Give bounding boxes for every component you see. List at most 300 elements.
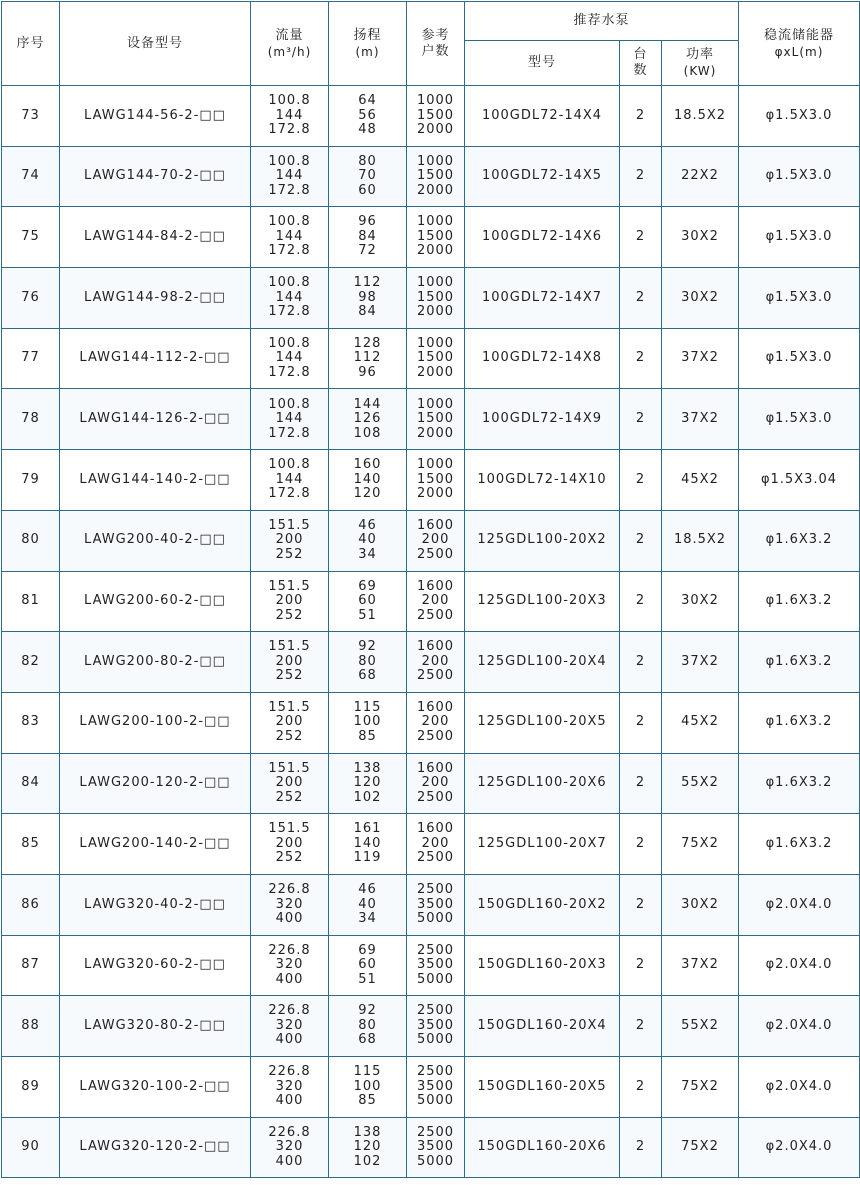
households-cell-value: 2500 xyxy=(416,942,455,958)
households-cell-value: 2500 xyxy=(416,882,455,898)
flow-cell xyxy=(251,146,329,207)
flow-cell-value: 172.8 xyxy=(268,486,311,502)
table-row xyxy=(2,935,860,996)
households-cell-value: 1600 xyxy=(416,517,455,533)
pump-model-cell: 125GDL100-20X4 xyxy=(465,632,620,693)
pump-model-cell: 150GDL160-20X3 xyxy=(465,935,620,996)
power-cell: 55X2 xyxy=(662,996,739,1057)
head-cell-value: 100 xyxy=(353,714,382,730)
pump-count-cell: 2 xyxy=(620,268,662,329)
model-cell: LAWG200-60-2-□□ xyxy=(60,571,251,632)
head-cell xyxy=(329,268,407,329)
power-cell: 30X2 xyxy=(662,207,739,268)
pump-model-cell: 100GDL72-14X9 xyxy=(465,389,620,450)
head-cell-value: 100 xyxy=(353,1078,382,1094)
pump-count-cell: 2 xyxy=(620,753,662,814)
tank-cell: φ2.0X4.0 xyxy=(739,1117,860,1178)
flow-cell xyxy=(251,874,329,935)
households-cell-value: 1600 xyxy=(416,760,455,776)
table-row xyxy=(2,389,860,450)
households-cell xyxy=(407,1057,465,1118)
pump-model-cell: 150GDL160-20X4 xyxy=(465,996,620,1057)
model-cell: LAWG320-40-2-□□ xyxy=(60,874,251,935)
head-cell xyxy=(329,1057,407,1118)
flow-cell-value: 252 xyxy=(275,546,304,562)
head-cell-value: 34 xyxy=(358,911,377,927)
households-cell xyxy=(407,510,465,571)
model-cell: LAWG200-40-2-□□ xyxy=(60,510,251,571)
households-cell-value: 1000 xyxy=(416,214,455,230)
tank-cell: φ1.5X3.0 xyxy=(739,207,860,268)
households-cell-value: 2500 xyxy=(416,1124,455,1140)
flow-cell xyxy=(251,86,329,147)
households-cell-value: 2500 xyxy=(416,607,455,623)
households-cell-value: 200 xyxy=(421,775,450,791)
tank-cell: φ1.6X3.2 xyxy=(739,510,860,571)
pump-count-cell: 2 xyxy=(620,389,662,450)
flow-cell-value: 200 xyxy=(275,532,304,548)
tank-cell: φ1.6X3.2 xyxy=(739,814,860,875)
households-cell-value: 200 xyxy=(421,593,450,609)
seq-cell: 79 xyxy=(2,450,60,511)
flow-cell-value: 226.8 xyxy=(268,882,311,898)
flow-cell-value: 144 xyxy=(275,350,304,366)
model-cell: LAWG320-100-2-□□ xyxy=(60,1057,251,1118)
head-cell-value: 112 xyxy=(353,275,382,291)
flow-cell xyxy=(251,268,329,329)
tank-unit: φxL(m) xyxy=(774,44,824,59)
model-cell: LAWG320-80-2-□□ xyxy=(60,996,251,1057)
power-cell: 37X2 xyxy=(662,328,739,389)
households-cell-value: 2000 xyxy=(416,182,455,198)
pump-count-cell: 2 xyxy=(620,207,662,268)
flow-cell xyxy=(251,753,329,814)
seq-cell: 86 xyxy=(2,874,60,935)
households-cell xyxy=(407,268,465,329)
flow-cell-value: 144 xyxy=(275,107,304,123)
tank-cell: φ1.6X3.2 xyxy=(739,571,860,632)
head-cell-value: 80 xyxy=(358,653,377,669)
flow-cell-value: 200 xyxy=(275,653,304,669)
seq-cell: 82 xyxy=(2,632,60,693)
households-cell-value: 1500 xyxy=(416,350,455,366)
head-cell-value: 112 xyxy=(353,350,382,366)
flow-cell-value: 144 xyxy=(275,289,304,305)
flow-cell-value: 226.8 xyxy=(268,1064,311,1080)
head-cell-value: 40 xyxy=(358,532,377,548)
seq-cell: 78 xyxy=(2,389,60,450)
flow-cell-value: 320 xyxy=(275,957,304,973)
flow-cell-value: 320 xyxy=(275,1078,304,1094)
model-cell: LAWG144-126-2-□□ xyxy=(60,389,251,450)
power-cell: 75X2 xyxy=(662,1057,739,1118)
households-cell-value: 3500 xyxy=(416,1139,455,1155)
tank-cell: φ1.5X3.0 xyxy=(739,86,860,147)
pump-count-cell: 2 xyxy=(620,571,662,632)
households-cell-value: 1500 xyxy=(416,228,455,244)
seq-cell: 87 xyxy=(2,935,60,996)
pump-model-cell: 100GDL72-14X4 xyxy=(465,86,620,147)
households-cell xyxy=(407,1117,465,1178)
flow-cell-value: 100.8 xyxy=(268,93,311,109)
seq-cell: 75 xyxy=(2,207,60,268)
flow-cell-value: 200 xyxy=(275,714,304,730)
head-cell-value: 144 xyxy=(353,396,382,412)
seq-cell: 88 xyxy=(2,996,60,1057)
seq-cell: 89 xyxy=(2,1057,60,1118)
pump-count-cell: 2 xyxy=(620,450,662,511)
power-label: 功率 xyxy=(686,47,715,62)
households-cell xyxy=(407,814,465,875)
tank-cell: φ1.5X3.0 xyxy=(739,389,860,450)
table-row xyxy=(2,1117,860,1178)
model-cell: LAWG200-100-2-□□ xyxy=(60,692,251,753)
head-cell-value: 119 xyxy=(353,850,382,866)
model-cell: LAWG144-140-2-□□ xyxy=(60,450,251,511)
households-cell-value: 5000 xyxy=(416,911,455,927)
head-cell-value: 34 xyxy=(358,546,377,562)
head-cell xyxy=(329,146,407,207)
flow-label: 流量 xyxy=(275,27,304,43)
pump-model-cell: 100GDL72-14X5 xyxy=(465,146,620,207)
count-label-1: 台 xyxy=(633,47,648,62)
head-cell-value: 46 xyxy=(358,882,377,898)
head-label: 扬程 xyxy=(353,27,382,43)
table-row xyxy=(2,146,860,207)
tank-cell: φ2.0X4.0 xyxy=(739,874,860,935)
head-cell-value: 102 xyxy=(353,1153,382,1169)
seq-cell: 84 xyxy=(2,753,60,814)
households-cell-value: 3500 xyxy=(416,1078,455,1094)
head-cell-value: 60 xyxy=(358,182,377,198)
table-row xyxy=(2,328,860,389)
head-cell xyxy=(329,753,407,814)
pump-model-cell: 125GDL100-20X3 xyxy=(465,571,620,632)
pump-model-cell: 100GDL72-14X8 xyxy=(465,328,620,389)
col-households-header xyxy=(407,2,465,86)
flow-cell-value: 100.8 xyxy=(268,153,311,169)
flow-cell-value: 100.8 xyxy=(268,335,311,351)
households-cell-value: 1600 xyxy=(416,639,455,655)
model-cell: LAWG144-84-2-□□ xyxy=(60,207,251,268)
households-cell-value: 5000 xyxy=(416,1153,455,1169)
pump-group-header: 推荐水泵 xyxy=(465,2,739,41)
flow-cell xyxy=(251,632,329,693)
flow-cell xyxy=(251,328,329,389)
tank-cell: φ2.0X4.0 xyxy=(739,1057,860,1118)
flow-cell-value: 252 xyxy=(275,607,304,623)
power-cell: 18.5X2 xyxy=(662,510,739,571)
col-flow-header xyxy=(251,2,329,86)
flow-cell-value: 172.8 xyxy=(268,364,311,380)
flow-cell-value: 200 xyxy=(275,775,304,791)
head-cell xyxy=(329,328,407,389)
tank-cell: φ2.0X4.0 xyxy=(739,935,860,996)
households-cell-value: 3500 xyxy=(416,957,455,973)
tank-label: 稳流储能器 xyxy=(764,27,835,43)
head-cell-value: 40 xyxy=(358,896,377,912)
flow-cell xyxy=(251,1117,329,1178)
flow-cell xyxy=(251,935,329,996)
households-cell xyxy=(407,389,465,450)
flow-cell-value: 400 xyxy=(275,1093,304,1109)
flow-cell-value: 400 xyxy=(275,911,304,927)
households-cell-value: 1600 xyxy=(416,578,455,594)
households-cell-value: 1600 xyxy=(416,699,455,715)
head-cell-value: 46 xyxy=(358,517,377,533)
households-cell-value: 2000 xyxy=(416,243,455,259)
households-cell-value: 1600 xyxy=(416,821,455,837)
table-row xyxy=(2,207,860,268)
tank-cell: φ1.5X3.0 xyxy=(739,268,860,329)
households-cell-value: 2000 xyxy=(416,486,455,502)
flow-cell-value: 400 xyxy=(275,1153,304,1169)
table-row xyxy=(2,510,860,571)
head-cell-value: 92 xyxy=(358,639,377,655)
tank-cell: φ1.5X3.0 xyxy=(739,146,860,207)
head-cell-value: 51 xyxy=(358,607,377,623)
flow-cell-value: 151.5 xyxy=(268,821,311,837)
head-cell-value: 96 xyxy=(358,214,377,230)
tank-cell: φ1.5X3.0 xyxy=(739,328,860,389)
tank-cell: φ1.6X3.2 xyxy=(739,692,860,753)
model-cell: LAWG144-112-2-□□ xyxy=(60,328,251,389)
head-cell-value: 56 xyxy=(358,107,377,123)
households-cell-value: 3500 xyxy=(416,896,455,912)
head-cell-value: 48 xyxy=(358,122,377,138)
flow-cell-value: 144 xyxy=(275,471,304,487)
head-cell-value: 80 xyxy=(358,153,377,169)
col-head-header xyxy=(329,2,407,86)
pump-count-cell: 2 xyxy=(620,328,662,389)
tank-cell: φ1.6X3.2 xyxy=(739,753,860,814)
seq-cell: 90 xyxy=(2,1117,60,1178)
flow-cell-value: 144 xyxy=(275,168,304,184)
head-cell-value: 68 xyxy=(358,1032,377,1048)
seq-cell: 85 xyxy=(2,814,60,875)
seq-cell: 81 xyxy=(2,571,60,632)
col-seq-header: 序号 xyxy=(2,2,60,86)
head-cell-value: 64 xyxy=(358,93,377,109)
pump-count-cell: 2 xyxy=(620,1117,662,1178)
flow-cell xyxy=(251,692,329,753)
head-cell xyxy=(329,1117,407,1178)
model-cell: LAWG200-80-2-□□ xyxy=(60,632,251,693)
flow-cell xyxy=(251,814,329,875)
pump-count-cell: 2 xyxy=(620,874,662,935)
households-cell xyxy=(407,86,465,147)
households-cell-value: 1000 xyxy=(416,153,455,169)
flow-cell-value: 151.5 xyxy=(268,639,311,655)
head-cell xyxy=(329,632,407,693)
pump-model-cell: 100GDL72-14X10 xyxy=(465,450,620,511)
head-cell xyxy=(329,510,407,571)
col-power-header xyxy=(662,41,739,86)
power-unit: (KW) xyxy=(683,64,717,78)
table-row xyxy=(2,692,860,753)
households-cell-value: 2000 xyxy=(416,122,455,138)
flow-cell-value: 252 xyxy=(275,850,304,866)
households-cell-value: 5000 xyxy=(416,971,455,987)
head-cell-value: 98 xyxy=(358,289,377,305)
pump-model-cell: 125GDL100-20X2 xyxy=(465,510,620,571)
households-cell xyxy=(407,692,465,753)
households-cell xyxy=(407,328,465,389)
head-cell xyxy=(329,692,407,753)
head-cell-value: 60 xyxy=(358,593,377,609)
head-cell-value: 138 xyxy=(353,760,382,776)
head-cell xyxy=(329,450,407,511)
households-cell-value: 1000 xyxy=(416,457,455,473)
households-cell-value: 2500 xyxy=(416,850,455,866)
model-cell: LAWG200-120-2-□□ xyxy=(60,753,251,814)
households-cell-value: 2500 xyxy=(416,668,455,684)
flow-cell xyxy=(251,389,329,450)
head-cell-value: 85 xyxy=(358,1093,377,1109)
flow-cell-value: 151.5 xyxy=(268,699,311,715)
head-cell xyxy=(329,571,407,632)
head-cell-value: 68 xyxy=(358,668,377,684)
head-cell-value: 84 xyxy=(358,228,377,244)
pump-model-cell: 150GDL160-20X2 xyxy=(465,874,620,935)
power-cell: 30X2 xyxy=(662,571,739,632)
flow-cell-value: 226.8 xyxy=(268,1003,311,1019)
flow-cell-value: 100.8 xyxy=(268,214,311,230)
tank-cell: φ1.6X3.2 xyxy=(739,632,860,693)
households-cell xyxy=(407,207,465,268)
flow-unit: (m³/h) xyxy=(267,44,312,59)
flow-cell-value: 172.8 xyxy=(268,243,311,259)
flow-cell-value: 144 xyxy=(275,228,304,244)
flow-cell-value: 226.8 xyxy=(268,1124,311,1140)
power-cell: 37X2 xyxy=(662,632,739,693)
pump-model-cell: 100GDL72-14X7 xyxy=(465,268,620,329)
households-cell-value: 2000 xyxy=(416,304,455,320)
households-cell-value: 1500 xyxy=(416,471,455,487)
head-cell-value: 120 xyxy=(353,775,382,791)
model-cell: LAWG320-60-2-□□ xyxy=(60,935,251,996)
pump-count-cell: 2 xyxy=(620,814,662,875)
table-row xyxy=(2,268,860,329)
head-cell-value: 102 xyxy=(353,789,382,805)
pump-model-cell: 150GDL160-20X5 xyxy=(465,1057,620,1118)
households-cell-value: 2500 xyxy=(416,1003,455,1019)
table-row xyxy=(2,814,860,875)
head-cell-value: 128 xyxy=(353,335,382,351)
seq-cell: 83 xyxy=(2,692,60,753)
households-cell-value: 2500 xyxy=(416,546,455,562)
table-row xyxy=(2,753,860,814)
flow-cell xyxy=(251,207,329,268)
pump-model-cell: 125GDL100-20X6 xyxy=(465,753,620,814)
power-cell: 75X2 xyxy=(662,1117,739,1178)
pump-model-cell: 100GDL72-14X6 xyxy=(465,207,620,268)
power-cell: 30X2 xyxy=(662,268,739,329)
households-cell-value: 5000 xyxy=(416,1032,455,1048)
head-cell-value: 96 xyxy=(358,364,377,380)
head-cell xyxy=(329,874,407,935)
households-cell-value: 1000 xyxy=(416,275,455,291)
power-cell: 55X2 xyxy=(662,753,739,814)
flow-cell-value: 151.5 xyxy=(268,578,311,594)
head-cell-value: 140 xyxy=(353,471,382,487)
head-cell-value: 126 xyxy=(353,411,382,427)
pump-model-cell: 150GDL160-20X6 xyxy=(465,1117,620,1178)
flow-cell-value: 400 xyxy=(275,1032,304,1048)
households-cell-value: 200 xyxy=(421,714,450,730)
model-cell: LAWG320-120-2-□□ xyxy=(60,1117,251,1178)
households-cell xyxy=(407,935,465,996)
households-cell-value: 200 xyxy=(421,835,450,851)
flow-cell xyxy=(251,510,329,571)
seq-cell: 76 xyxy=(2,268,60,329)
count-label-2: 数 xyxy=(633,63,648,78)
table-row xyxy=(2,450,860,511)
households-cell xyxy=(407,874,465,935)
power-cell: 37X2 xyxy=(662,935,739,996)
flow-cell-value: 151.5 xyxy=(268,760,311,776)
head-cell-value: 161 xyxy=(353,821,382,837)
head-cell-value: 120 xyxy=(353,486,382,502)
power-cell: 30X2 xyxy=(662,874,739,935)
head-cell-value: 72 xyxy=(358,243,377,259)
head-cell-value: 115 xyxy=(353,1064,382,1080)
head-cell-value: 92 xyxy=(358,1003,377,1019)
head-cell xyxy=(329,814,407,875)
flow-cell-value: 100.8 xyxy=(268,396,311,412)
power-cell: 22X2 xyxy=(662,146,739,207)
households-cell-value: 5000 xyxy=(416,1093,455,1109)
flow-cell xyxy=(251,450,329,511)
households-cell-value: 2500 xyxy=(416,1064,455,1080)
pump-count-cell: 2 xyxy=(620,692,662,753)
table-row xyxy=(2,1057,860,1118)
col-count-header xyxy=(620,41,662,86)
flow-cell-value: 144 xyxy=(275,411,304,427)
households-cell xyxy=(407,450,465,511)
flow-cell-value: 252 xyxy=(275,789,304,805)
col-pump-model-header: 型号 xyxy=(465,41,620,86)
pump-model-cell: 125GDL100-20X5 xyxy=(465,692,620,753)
power-cell: 45X2 xyxy=(662,450,739,511)
table-row xyxy=(2,632,860,693)
tank-cell: φ2.0X4.0 xyxy=(739,996,860,1057)
households-cell xyxy=(407,571,465,632)
households-cell xyxy=(407,753,465,814)
households-cell-value: 2500 xyxy=(416,728,455,744)
households-cell-value: 200 xyxy=(421,532,450,548)
flow-cell xyxy=(251,996,329,1057)
households-cell-value: 2000 xyxy=(416,364,455,380)
flow-cell-value: 200 xyxy=(275,593,304,609)
flow-cell-value: 100.8 xyxy=(268,457,311,473)
power-cell: 18.5X2 xyxy=(662,86,739,147)
head-cell xyxy=(329,996,407,1057)
pump-count-cell: 2 xyxy=(620,1057,662,1118)
pump-count-cell: 2 xyxy=(620,935,662,996)
households-cell-value: 1000 xyxy=(416,396,455,412)
households-cell-value: 1500 xyxy=(416,168,455,184)
head-cell xyxy=(329,86,407,147)
pump-count-cell: 2 xyxy=(620,510,662,571)
model-cell: LAWG200-140-2-□□ xyxy=(60,814,251,875)
table-row xyxy=(2,571,860,632)
seq-cell: 74 xyxy=(2,146,60,207)
flow-cell-value: 172.8 xyxy=(268,304,311,320)
pump-count-cell: 2 xyxy=(620,996,662,1057)
seq-cell: 80 xyxy=(2,510,60,571)
head-unit: (m) xyxy=(355,44,380,59)
